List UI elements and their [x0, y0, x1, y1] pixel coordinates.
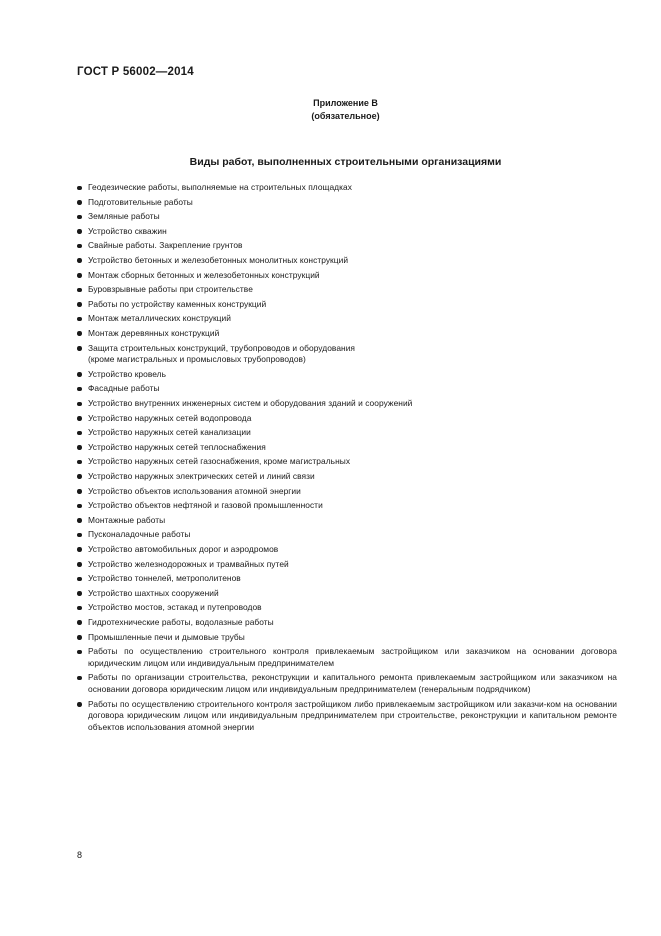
bullet-icon [77, 346, 82, 351]
list-item: Устройство скважин [77, 226, 617, 238]
bullet-icon [77, 229, 82, 234]
list-item: Устройство мостов, эстакад и путепроводов [77, 602, 617, 614]
bullet-icon [77, 200, 82, 205]
bullet-icon [77, 702, 82, 707]
list-item: Устройство внутренних инженерных систем и оборудования зданий и сооружений [77, 398, 617, 410]
list-item: Подготовительные работы [77, 197, 617, 209]
bullet-icon [77, 460, 82, 465]
bullet-icon [77, 372, 82, 377]
list-item: Пусконаладочные работы [77, 529, 617, 541]
list-item: Устройство наружных электрических сетей и линий связи [77, 471, 617, 483]
bullet-icon [77, 635, 82, 640]
list-item: Работы по организации строительства, реконструкции и капитального ремонта привлекаемым застройщиком или заказчиком на основании договора юридическим лицом или индивидуальным предпринимателем (генеральным подрядчиком) [77, 672, 617, 695]
bullet-icon [77, 474, 82, 479]
appendix-heading [0, 97, 661, 123]
bullet-icon [77, 518, 82, 523]
list-item: Монтаж металлических конструкций [77, 313, 617, 325]
list-item: Монтаж сборных бетонных и железобетонных конструкций [77, 270, 617, 282]
appendix-status: (обязательное) [311, 111, 380, 121]
bullet-icon [77, 650, 82, 655]
list-item: Промышленные печи и дымовые трубы [77, 632, 617, 644]
bullet-icon [77, 591, 82, 596]
list-item: Устройство бетонных и железобетонных монолитных конструкций [77, 255, 617, 267]
list-item: Устройство железнодорожных и трамвайных путей [77, 559, 617, 571]
document-header: ГОСТ Р 56002—2014 [77, 66, 194, 78]
list-item: Фасадные работы [77, 383, 617, 395]
bullet-icon [77, 620, 82, 625]
bullet-icon [77, 416, 82, 421]
list-item: Работы по осуществлению строительного контроля застройщиком либо привлекаемым застройщиком или заказчи-ком на основании договора юридическим лицом или индивидуальным предпринимателем при строительстве, реконструкции и капитальном ремонте объектов использования атомной энергии [77, 699, 617, 734]
bullet-icon [77, 244, 82, 249]
bullet-icon [77, 489, 82, 494]
list-item: Земляные работы [77, 211, 617, 223]
bullet-icon [77, 533, 82, 538]
section-title: Виды работ, выполненных строительными организациями [189, 156, 502, 168]
list-item: Устройство тоннелей, метрополитенов [77, 573, 617, 585]
list-item: Буровзрывные работы при строительстве [77, 284, 617, 296]
bullet-icon [77, 215, 82, 220]
appendix-label: Приложение В [313, 98, 378, 108]
bullet-icon [77, 445, 82, 450]
list-item: Устройство объектов использования атомной энергии [77, 486, 617, 498]
bullet-icon [77, 258, 82, 263]
list-item: Монтаж деревянных конструкций [77, 328, 617, 340]
list-item: Устройство наружных сетей газоснабжения, кроме магистральных [77, 456, 617, 468]
list-item: Устройство автомобильных дорог и аэродромов [77, 544, 617, 556]
bullet-icon [77, 606, 82, 611]
bullet-icon [77, 273, 82, 278]
bullet-icon [77, 577, 82, 582]
list-item: Устройство наружных сетей канализации [77, 427, 617, 439]
list-item: Работы по осуществлению строительного контроля привлекаемым застройщиком или заказчиком на основании договора юридическим лицом или индивидуальным предпринимателем [77, 646, 617, 669]
list-item: Устройство наружных сетей водопровода [77, 413, 617, 425]
bullet-icon [77, 547, 82, 552]
list-item: Устройство наружных сетей теплоснабжения [77, 442, 617, 454]
list-item: Гидротехнические работы, водолазные работы [77, 617, 617, 629]
list-item: Устройство объектов нефтяной и газовой промышленности [77, 500, 617, 512]
page-number: 8 [77, 850, 83, 860]
list-item: Работы по устройству каменных конструкций [77, 299, 617, 311]
bullet-icon [77, 504, 82, 509]
bullet-icon [77, 186, 82, 191]
list-item: Устройство шахтных сооружений [77, 588, 617, 600]
works-list [77, 182, 617, 737]
bullet-icon [77, 387, 82, 392]
list-item: Устройство кровель [77, 369, 617, 381]
bullet-icon [77, 402, 82, 407]
bullet-icon [77, 562, 82, 567]
list-item: Монтажные работы [77, 515, 617, 527]
bullet-icon [77, 302, 82, 307]
list-item: Свайные работы. Закрепление грунтов [77, 240, 617, 252]
bullet-icon [77, 331, 82, 336]
bullet-icon [77, 288, 82, 293]
list-item: Геодезические работы, выполняемые на строительных площадках [77, 182, 617, 194]
bullet-icon [77, 317, 82, 322]
bullet-icon [77, 676, 82, 681]
bullet-icon [77, 431, 82, 436]
list-item: Защита строительных конструкций, трубопроводов и оборудования (кроме магистральных и промысловых трубопроводов) [77, 343, 617, 366]
